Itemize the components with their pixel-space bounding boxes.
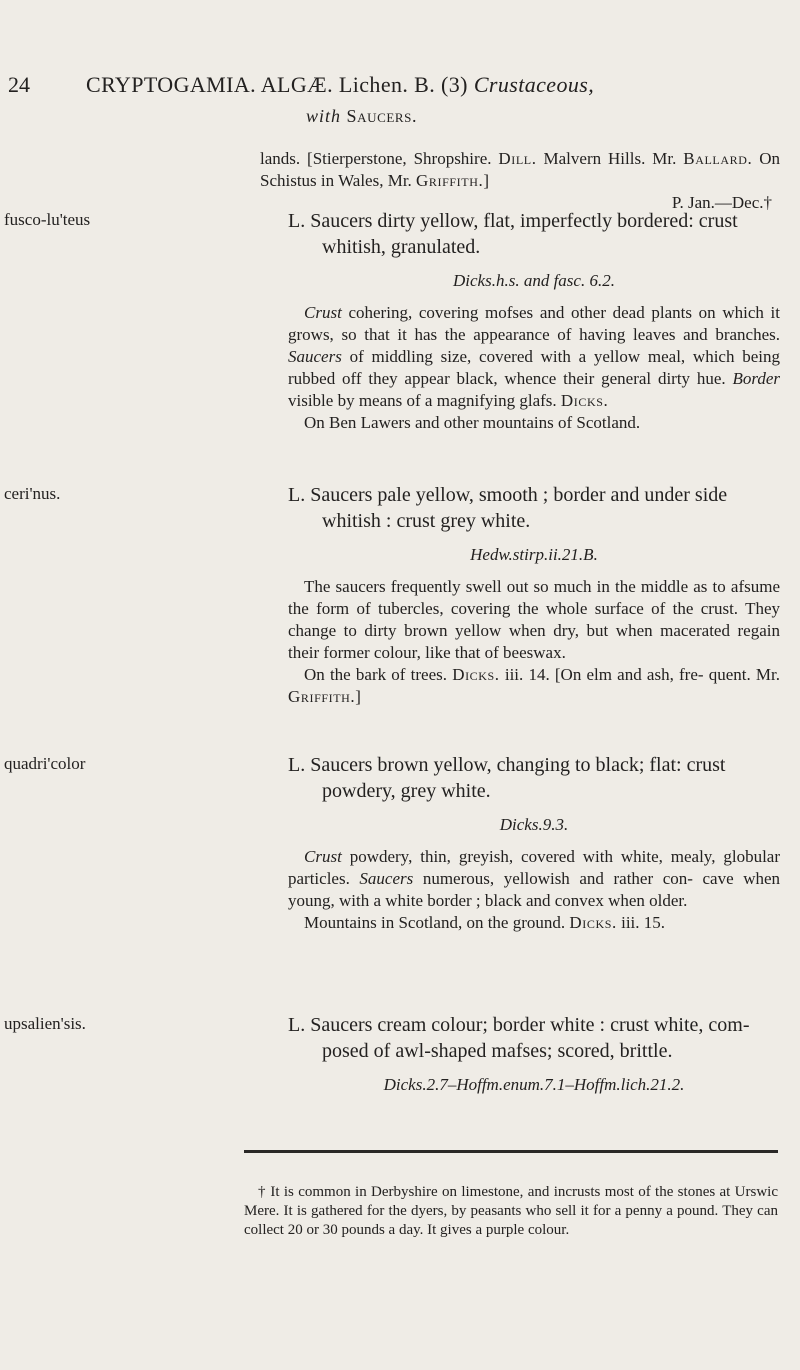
section-subhead [306, 106, 417, 127]
footnote: † It is common in Derbyshire on limestone, and incrusts most of the stones at Urswic Mere. It is gathered for the dyers, by peasants who sell it for a penny a pound. They can collect 20 or 30 pounds a day. It gives a purple colour. [244, 1184, 778, 1238]
species-reference: Dicks.9.3. [499, 815, 569, 834]
species-margin-name: quadri'color [4, 754, 86, 773]
species-diagnosis: L. Saucers brown yellow, changing to black; flat: crust powdery, grey white. [288, 754, 726, 802]
running-head-italic: Crustaceous, [473, 72, 595, 97]
species-margin-name: upsalien'sis. [4, 1014, 86, 1033]
species-reference: Hedw.stirp.ii.21.B. [470, 545, 598, 564]
flowering-months: P. Jan.—Dec.† [671, 193, 772, 212]
running-head-main: CRYPTOGAMIA. ALGÆ. Lichen. B. (3) [86, 72, 468, 97]
species-diagnosis: L. Saucers cream colour; border white : crust white, com- posed of awl-shaped mafses; scored, brittle. [288, 1014, 750, 1062]
species-description: Crust powdery, thin, greyish, covered with white, mealy, globular particles. Saucers numerous, yellowish and rather con- cave when young, with a white border ; black and convex when older. [288, 847, 781, 910]
footnote-divider [244, 1150, 778, 1153]
species-margin-name: ceri'nus. [4, 484, 61, 503]
species-habitat: Mountains in Scotland, on the ground. Dicks. iii. 15. [304, 913, 666, 932]
subhead-caps: Saucers. [346, 106, 418, 126]
page-number: 24 [8, 72, 30, 97]
subhead-italic: with [306, 106, 342, 126]
species-diagnosis: L. Saucers dirty yellow, flat, imperfectly bordered: crust whitish, granulated. [288, 210, 738, 258]
species-description: Crust cohering, covering mofses and other dead plants on which it grows, so that it has the appearance of having leaves and branches. Saucers of middling size, covered with a yellow meal, which being rubbed off they appear black, whence their general dirty hue. Border visible by means of a magnifying glafs. Dicks. [288, 303, 780, 410]
species-habitat: On Ben Lawers and other mountains of Scotland. [304, 413, 641, 432]
species-description: The saucers frequently swell out so much in the middle as to afsume the form of tubercles, covering the whole surface of the crust. They change to dirty brown yellow when dry, but when macerated regain their former colour, like that of beeswax. [288, 577, 780, 662]
running-head [86, 72, 594, 98]
species-reference: Dicks.h.s. and fasc. 6.2. [453, 271, 615, 290]
species-habitat: On the bark of trees. Dicks. iii. 14. [On elm and ash, fre- quent. Mr. Griffith.] [288, 665, 780, 706]
species-reference: Dicks.2.7–Hoffm.enum.7.1–Hoffm.lich.21.2. [383, 1075, 685, 1094]
species-diagnosis: L. Saucers pale yellow, smooth ; border and under side whitish : crust grey white. [288, 484, 728, 532]
continued-locations: lands. [Stierperstone, Shropshire. Dill. Malvern Hills. Mr. Ballard. On Schistus in Wales, Mr. Griffith.] [260, 149, 781, 190]
species-margin-name: fusco-lu'teus [4, 210, 91, 229]
